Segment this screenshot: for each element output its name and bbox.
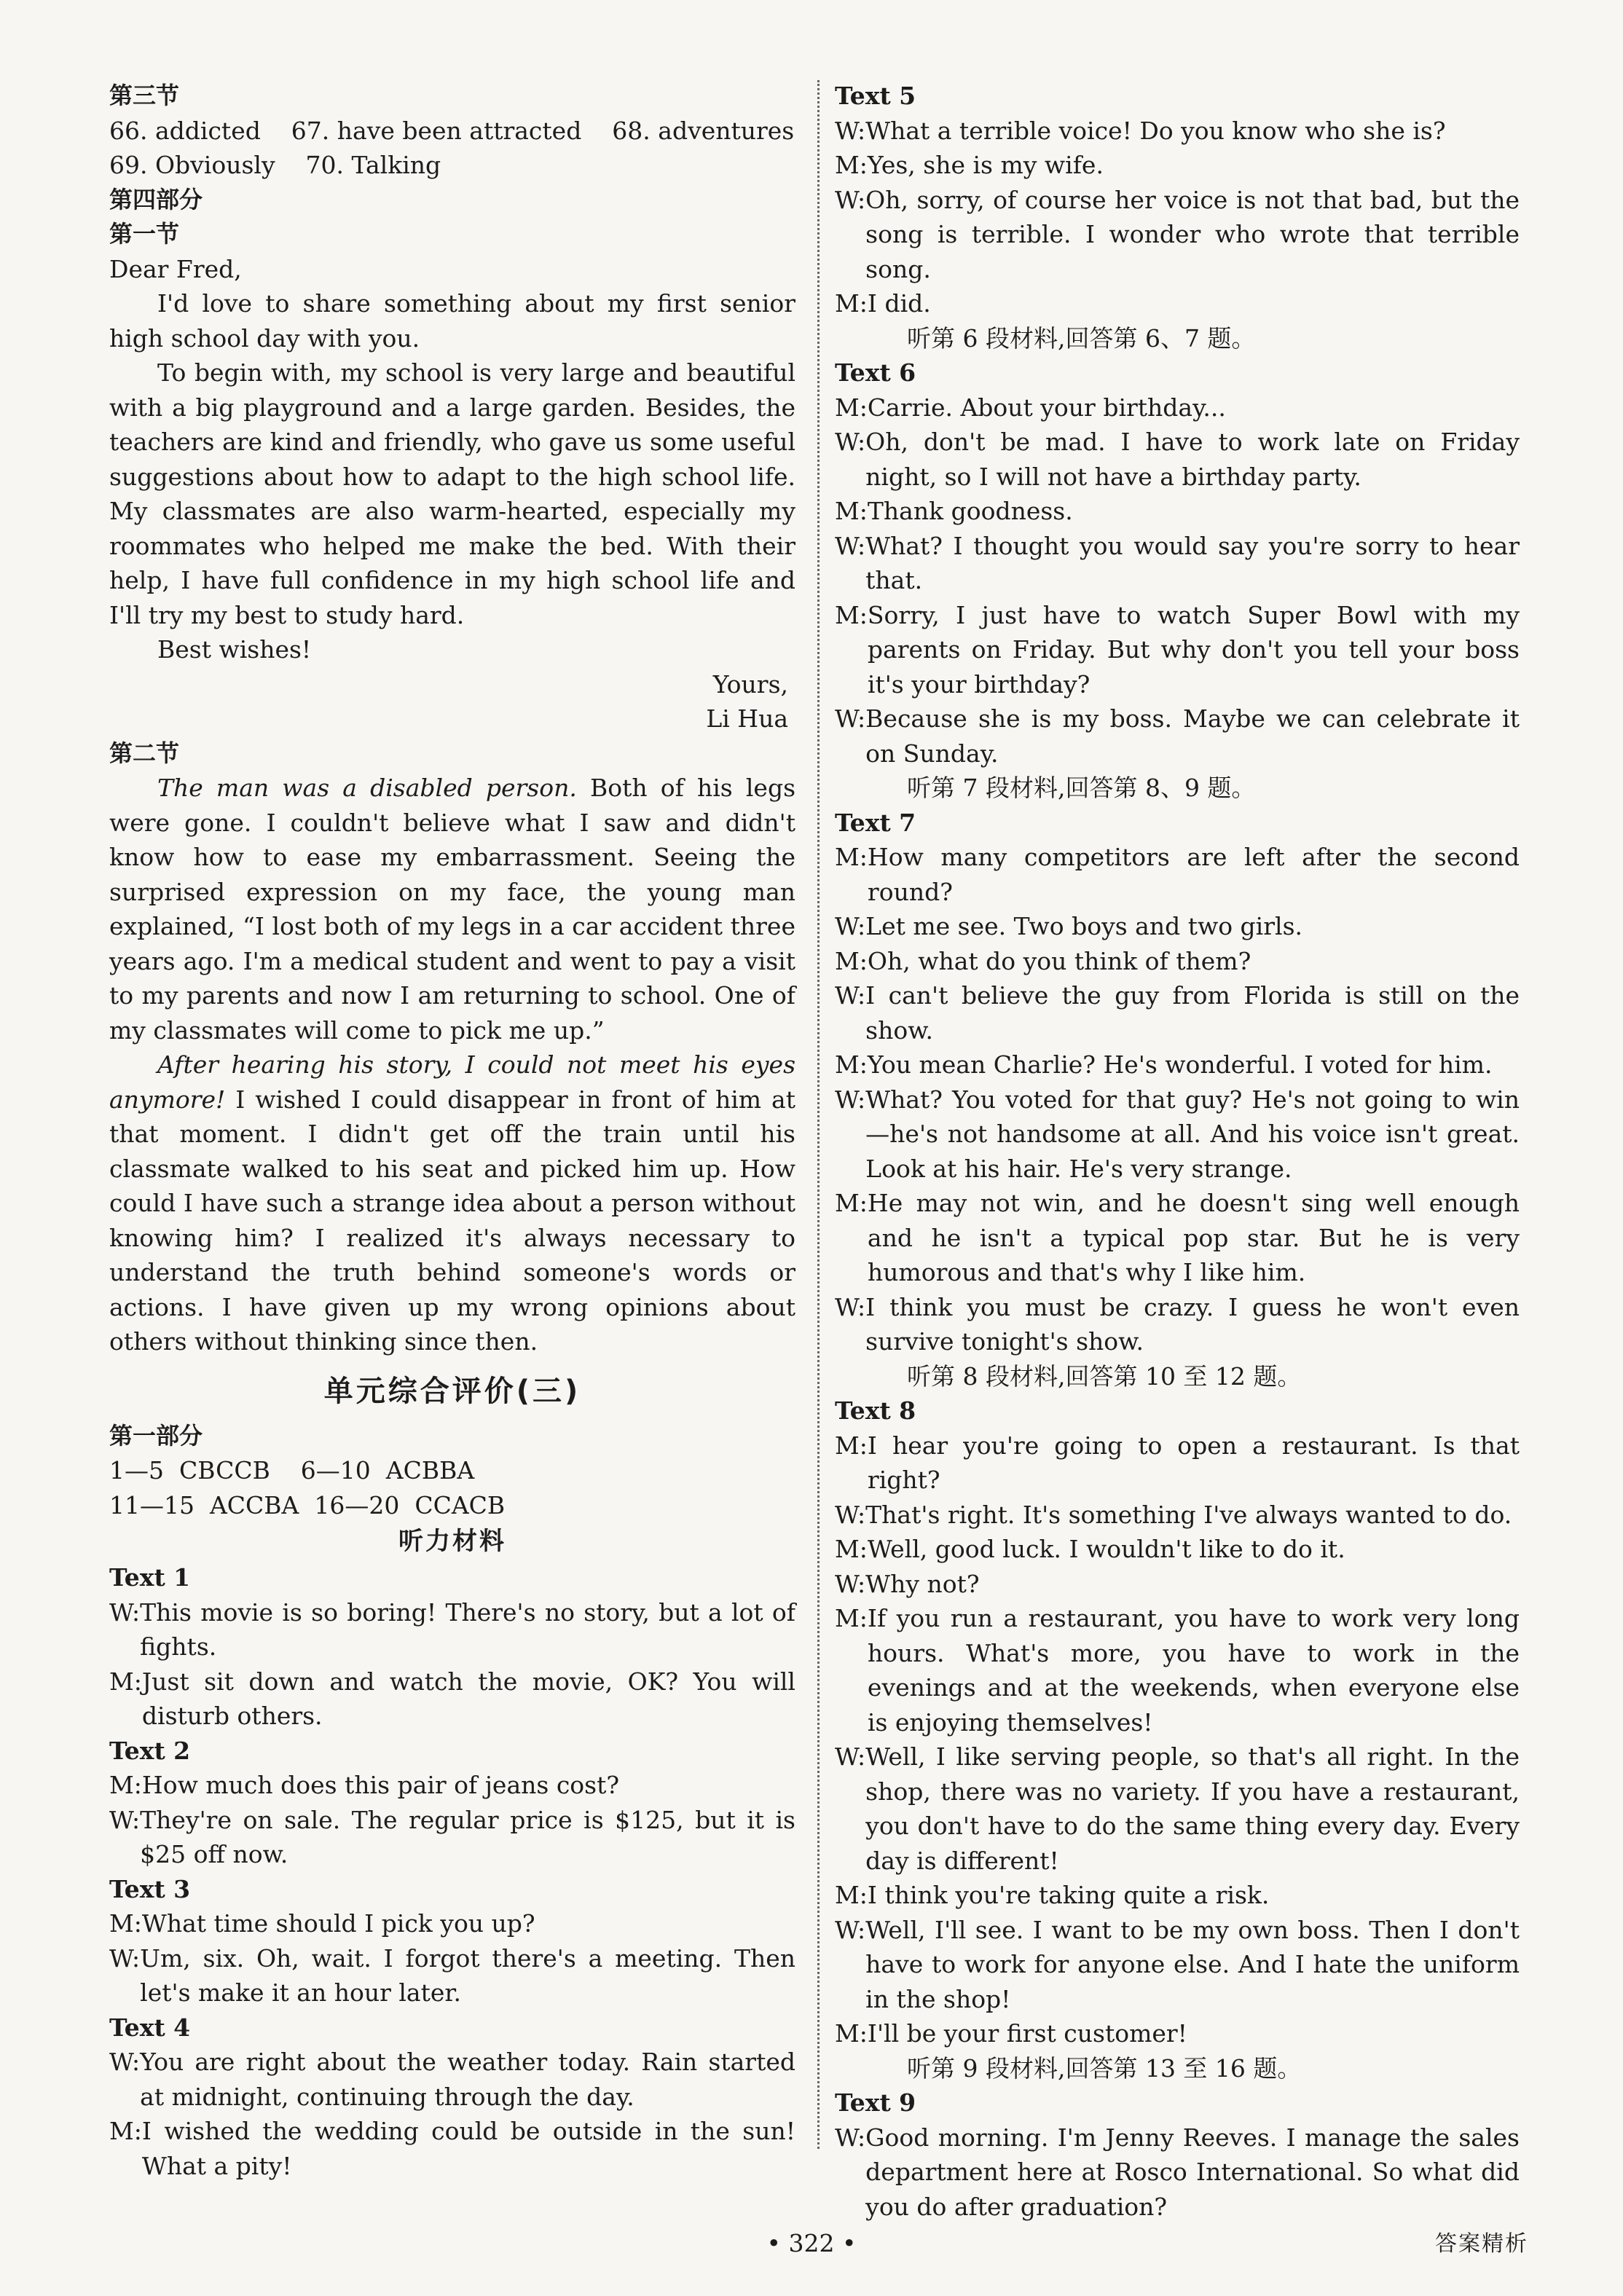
dialogue-text: What? I thought you would say you're sorry to hear that. [865, 531, 1520, 594]
dialogue-line [835, 1428, 1520, 1498]
speaker-label: W: [835, 428, 866, 456]
story-paragraph-1 [109, 771, 795, 1047]
speaker-label: W: [109, 1943, 141, 1973]
dialogue-line [109, 2045, 795, 2114]
dialogue-text: Thank goodness. [867, 497, 1073, 525]
dialogue-line [835, 944, 1520, 979]
dialogue-line [835, 114, 1520, 149]
text-5-label: Text 5 [835, 82, 916, 110]
speaker-label: W: [835, 531, 866, 560]
speaker-label: M: [835, 2019, 868, 2048]
instruction-text-8: 听第 8 段材料,回答第 10 至 12 题。 [907, 1361, 1302, 1391]
dialogue-line [835, 529, 1520, 598]
story-paragraph-2-text: I wished I could disappear in front of him at that moment. I didn't get off the train until his classmate walked to his seat and picked him up. How could I have such a strange idea about a person without knowing him? I realized it's always necessary to understand the truth behind someone's words or actions. I have given up my wrong opinions about others without thinking since then. [109, 1085, 795, 1356]
dialogue-line [109, 1941, 795, 2010]
dialogue-line [835, 425, 1520, 494]
speaker-label: M: [109, 2117, 142, 2145]
dialogue-line [835, 909, 1520, 944]
right-column [835, 79, 1520, 2224]
answers-11-20: 11—15 ACCBA 16—20 CCACB [109, 1490, 506, 1519]
speaker-label: W: [835, 1292, 866, 1321]
dialogue-line [109, 1768, 795, 1803]
text-7-label: Text 7 [835, 808, 916, 837]
text-label: Text 1 [109, 1563, 191, 1592]
dialogue-line [835, 1532, 1520, 1567]
speaker-label: M: [835, 393, 868, 422]
speaker-label: W: [835, 116, 866, 145]
dialogue-text: Oh, sorry, of course her voice is not that bad, but the song is terrible. I wonder who wrote that terrible song. [865, 185, 1520, 283]
dialogue-line [835, 1047, 1520, 1082]
dialogue-line [835, 598, 1520, 702]
dialogue-text: You are right about the weather today. Rain started at midnight, continuing through the day. [140, 2048, 795, 2111]
dialogue-text: How many competitors are left after the second round? [867, 843, 1520, 906]
dialogue-line [835, 1290, 1520, 1359]
dialogue-text: I think you're taking quite a risk. [867, 1881, 1270, 1909]
speaker-label: W: [835, 1569, 866, 1598]
dialogue-text: How much does this pair of jeans cost? [141, 1771, 620, 1799]
column-divider [817, 80, 820, 2149]
speaker-label: W: [835, 981, 866, 1010]
dialogue-line [835, 390, 1520, 425]
text-label: Text 4 [109, 2013, 191, 2042]
text-6-dialogue [835, 390, 1520, 771]
speaker-label: W: [835, 2123, 866, 2152]
story-opening-sentence: The man was a disabled person. [157, 774, 577, 802]
dialogue-text: I wished the wedding could be outside in the sun! What a pity! [141, 2117, 795, 2180]
dialogue-line [835, 1082, 1520, 1187]
left-column [109, 79, 795, 2183]
answers-69-70: 69. Obviously 70. Talking [109, 151, 441, 179]
speaker-label: W: [109, 1805, 141, 1834]
dialogue-text: What time should I pick you up? [141, 1909, 535, 1938]
dialogue-text: They're on sale. The regular price is $125, but it is $25 off now. [140, 1805, 795, 1868]
speaker-label: M: [835, 1431, 868, 1460]
dialogue-line [835, 2120, 1520, 2225]
dialogue-text: I can't believe the guy from Florida is still on the show. [865, 981, 1520, 1045]
dialogue-line [109, 1906, 795, 1941]
letter-paragraph-2: To begin with, my school is very large and beautiful with a big playground and a large garden. Besides, the teachers are kind and friendly, who gave us some useful suggestions about how to adapt to the high school life. My classmates are also warm-hearted, especially my roommates who helped me make the bed. With their help, I have full confidence in my high school life and I'll try my best to study hard. [109, 358, 795, 629]
dialogue-line [109, 1803, 795, 1872]
footer-label: 答案精析 [1435, 2231, 1528, 2257]
dialogue-line [835, 1186, 1520, 1290]
part-4-heading: 第四部分 [109, 185, 203, 213]
letter-signature: Li Hua [706, 704, 788, 733]
text-9-dialogue [835, 2120, 1520, 2225]
story-paragraph-2 [109, 1047, 795, 1359]
speaker-label: M: [109, 1771, 142, 1799]
dialogue-line [109, 1595, 795, 1664]
dialogue-line [835, 148, 1520, 183]
part-4-section-2-heading: 第二节 [109, 739, 180, 767]
text-label: Text 3 [109, 1874, 191, 1903]
speaker-label: W: [835, 912, 866, 940]
text-9-label: Text 9 [835, 2088, 916, 2117]
dialogue-text: Let me see. Two boys and two girls. [865, 912, 1302, 940]
story-second-opening: After hearing his story, I could not meet his eyes anymore! [109, 1050, 795, 1114]
speaker-label: M: [835, 1881, 868, 1909]
speaker-label: M: [835, 600, 868, 629]
dialogue-text: Why not? [865, 1569, 980, 1598]
text-5-dialogue [835, 114, 1520, 321]
letter-salutation: Dear Fred, [109, 254, 242, 283]
dialogue-line [835, 494, 1520, 529]
dialogue-text: He may not win, and he doesn't sing well enough and he isn't a typical pop star. But he is very humorous and that's why I like him. [867, 1189, 1520, 1286]
speaker-label: W: [835, 185, 866, 214]
dialogue-text: What a terrible voice! Do you know who she is? [865, 116, 1446, 145]
dialogue-text: This movie is so boring! There's no story, but a lot of fights. [140, 1597, 795, 1661]
dialogue-text: Well, I'll see. I want to be my own boss. Then I don't have to work for anyone else. And I hate the uniform in the shop! [865, 1915, 1520, 2013]
speaker-label: M: [835, 1604, 868, 1632]
speaker-label: M: [835, 151, 868, 179]
dialogue-line [835, 2016, 1520, 2051]
speaker-label: W: [109, 1597, 141, 1627]
dialogue-line [835, 286, 1520, 321]
speaker-label: W: [835, 1085, 866, 1114]
listening-title: 听力材料 [398, 1527, 506, 1556]
letter-paragraph-1: I'd love to share something about my first senior high school day with you. [109, 289, 795, 353]
speaker-label: M: [109, 1909, 142, 1938]
dialogue-text: I did. [867, 289, 931, 318]
section-3-heading: 第三节 [109, 82, 180, 109]
dialogue-line [835, 1601, 1520, 1739]
dialogue-text: Um, six. Oh, wait. I forgot there's a meeting. Then let's make it an hour later. [140, 1943, 795, 2007]
speaker-label: M: [835, 843, 868, 871]
instruction-text-7: 听第 7 段材料,回答第 8、9 题。 [907, 774, 1256, 802]
speaker-label: M: [835, 497, 868, 525]
speaker-label: M: [835, 1050, 868, 1079]
dialogue-line [835, 1913, 1520, 2017]
speaker-label: M: [835, 289, 868, 318]
part-1-heading: 第一部分 [109, 1421, 203, 1450]
unit-title: 单元综合评价(三) [323, 1374, 581, 1408]
dialogue-line [835, 1739, 1520, 1878]
speaker-label: W: [835, 704, 866, 733]
dialogue-text: Oh, what do you think of them? [867, 946, 1251, 975]
dialogue-line [835, 701, 1520, 771]
speaker-label: W: [835, 1742, 866, 1771]
answers-1-10: 1—5 CBCCB 6—10 ACBBA [109, 1456, 475, 1485]
dialogue-line [835, 840, 1520, 909]
dialogue-text: That's right. It's something I've always wanted to do. [865, 1500, 1512, 1529]
dialogue-line [835, 183, 1520, 287]
dialogue-text: Good morning. I'm Jenny Reeves. I manage the sales department here at Rosco International. So what did you do after graduation? [865, 2123, 1520, 2221]
dialogue-line [835, 1567, 1520, 1602]
text-7-dialogue [835, 840, 1520, 1359]
dialogue-text: If you run a restaurant, you have to work very long hours. What's more, you have to work in the evenings and at the weekends, when everyone else is enjoying themselves! [867, 1604, 1520, 1737]
dialogue-line [109, 1664, 795, 1734]
dialogue-text: What? You voted for that guy? He's not going to win—he's not handsome at all. And his voice isn't great. Look at his hair. He's very strange. [865, 1085, 1520, 1183]
letter-closing: Best wishes! [157, 635, 312, 664]
page-number: • 322 • [766, 2229, 857, 2257]
dialogue-text: I'll be your first customer! [867, 2019, 1187, 2048]
part-4-section-1-heading: 第一节 [109, 220, 180, 248]
letter-yours: Yours, [712, 669, 788, 699]
speaker-label: M: [835, 946, 868, 975]
dialogue-text: I think you must be crazy. I guess he won't even survive tonight's show. [865, 1292, 1520, 1356]
story-paragraph-1-text: Both of his legs were gone. I couldn't believe what I saw and didn't know how to ease my embarrassment. Seeing the surprised expression on my face, the young man explained, “I lost both of my legs in a car accident three years ago. I'm a medical student and went to pay a visit to my parents and now I am returning to school. One of my classmates will come to pick me up.” [109, 774, 796, 1045]
speaker-label: W: [835, 1915, 866, 1944]
text-label: Text 2 [109, 1736, 191, 1765]
dialogue-text: I hear you're going to open a restaurant. Is that right? [867, 1431, 1520, 1494]
left-listening-texts [109, 1560, 795, 2183]
speaker-label: M: [109, 1667, 142, 1696]
dialogue-text: Well, I like serving people, so that's all right. In the shop, there was no variety. If you have a restaurant, you don't have to do the same thing every day. Every day is different! [865, 1742, 1520, 1875]
speaker-label: W: [835, 1500, 866, 1529]
dialogue-text: Carrie. About your birthday... [867, 393, 1226, 422]
answers-66-68: 66. addicted 67. have been attracted 68. adventures [109, 116, 795, 145]
dialogue-line [835, 1498, 1520, 1533]
dialogue-line [835, 978, 1520, 1047]
dialogue-text: Because she is my boss. Maybe we can celebrate it on Sunday. [865, 704, 1520, 768]
text-6-label: Text 6 [835, 358, 916, 387]
speaker-label: W: [109, 2048, 141, 2076]
dialogue-text: Just sit down and watch the movie, OK? You will disturb others. [141, 1667, 795, 1730]
speaker-label: M: [835, 1189, 868, 1217]
dialogue-text: Oh, don't be mad. I have to work late on Friday night, so I will not have a birthday party. [865, 428, 1520, 491]
speaker-label: M: [835, 1535, 868, 1563]
text-8-dialogue [835, 1428, 1520, 2051]
text-8-label: Text 8 [835, 1396, 916, 1425]
dialogue-line [109, 2114, 795, 2183]
dialogue-text: Yes, she is my wife. [867, 151, 1104, 179]
dialogue-text: Sorry, I just have to watch Super Bowl with my parents on Friday. But why don't you tell your boss it's your birthday? [867, 600, 1520, 699]
dialogue-text: Well, good luck. I wouldn't like to do it. [867, 1535, 1345, 1563]
instruction-text-9: 听第 9 段材料,回答第 13 至 16 题。 [907, 2053, 1302, 2083]
dialogue-text: You mean Charlie? He's wonderful. I voted for him. [867, 1050, 1493, 1079]
dialogue-line [835, 1878, 1520, 1913]
instruction-text-6: 听第 6 段材料,回答第 6、7 题。 [907, 323, 1256, 353]
